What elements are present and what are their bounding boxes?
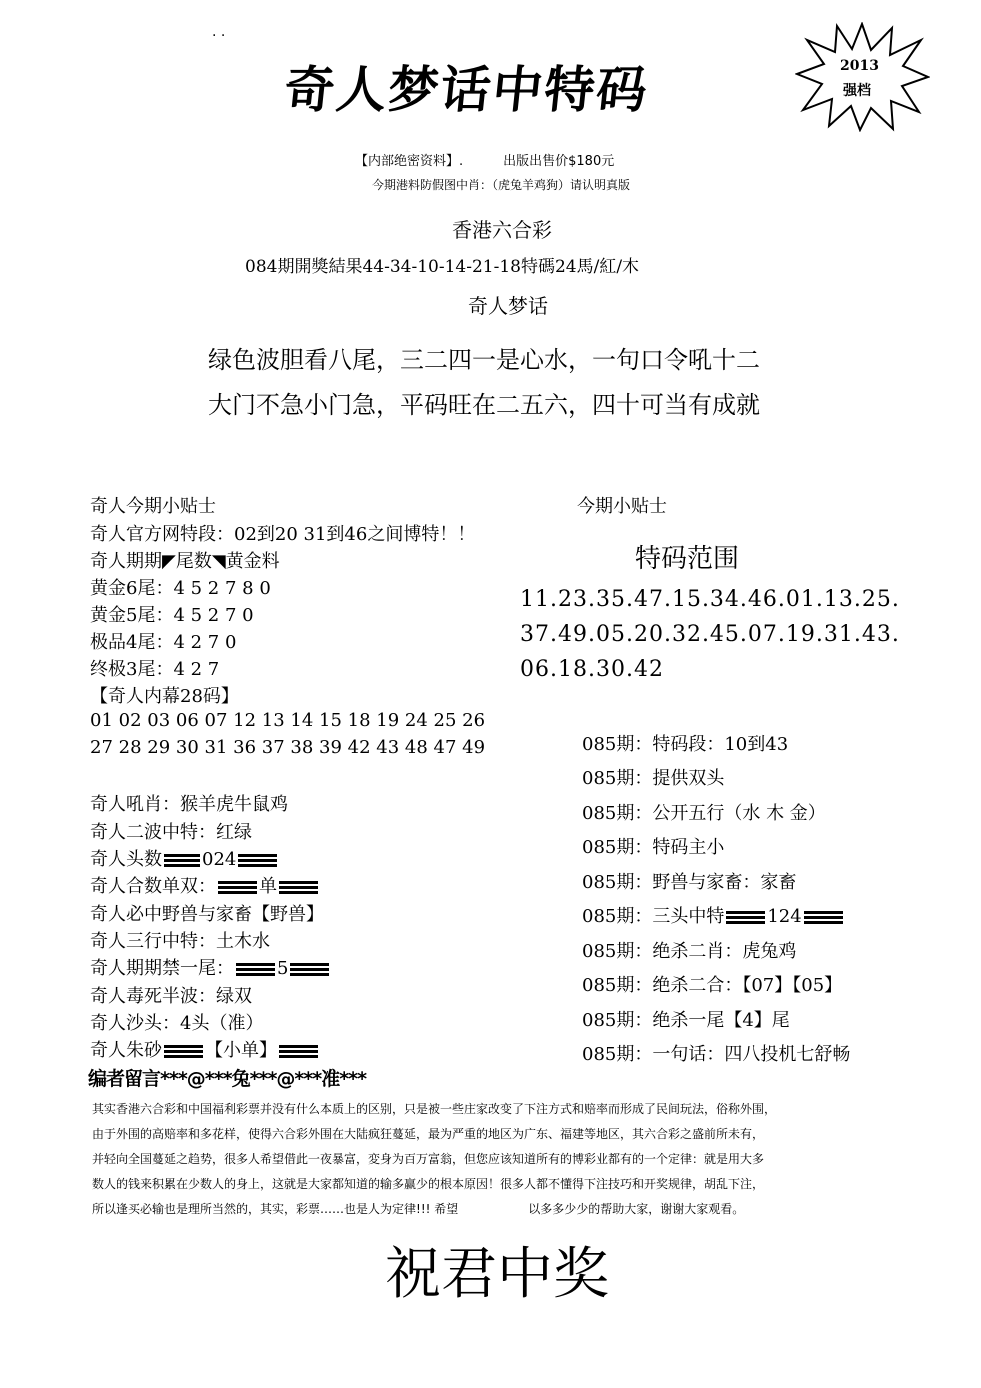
editor-message: 编者留言***@***兔***@***准*** (88, 1068, 367, 1090)
banned-tail (90, 954, 331, 980)
bars-icon (238, 854, 277, 867)
official-range: 奇人官方网特段：02到20 31到46之间博特！！ (90, 524, 476, 545)
bars-icon (726, 911, 765, 924)
cinnabar-value: 【小单】 (205, 1040, 277, 1061)
confidential-note: 【内部绝密资料】. (355, 154, 464, 169)
paragraph-line-4: 数人的钱来积累在少数人的身上，这就是大家都知道的输多赢少的根本原因！很多人都不懂得下注技巧和开奖规律，胡乱下注， (92, 1177, 765, 1191)
prediction-6 (582, 902, 845, 928)
combo-label: 奇人合数单双： (90, 876, 216, 897)
poison-wave: 奇人毒死半波：绿双 (90, 986, 252, 1007)
anti-fake-note: 今期港料防假图中肖：（虎兔羊鸡狗）请认明真版 (372, 178, 631, 192)
bars-icon (236, 963, 275, 976)
head-number-label: 奇人头数 (90, 849, 162, 870)
top-dots: · · (212, 28, 226, 44)
prediction-7: 085期：绝杀二肖：虎兔鸡 (582, 941, 797, 962)
bars-icon (290, 963, 329, 976)
beast-pick: 奇人必中野兽与家畜【野兽】 (90, 904, 324, 925)
top-4-tails: 极品4尾：4 2 7 0 (90, 632, 237, 653)
price-note (355, 150, 614, 169)
special-range-row-3: 06.18.30.42 (520, 657, 664, 682)
two-wave: 奇人二波中特：红绿 (90, 822, 252, 843)
special-range-row-2: 37.49.05.20.32.45.07.19.31.43. (520, 622, 900, 647)
lottery-name: 香港六合彩 (452, 218, 552, 242)
paragraph-line-1: 其实香港六合彩和中国福利彩票并没有什么本质上的区别，只是被一些庄家改变了下注方式和赔率而形成了民间玩法，俗称外围， (92, 1102, 777, 1116)
disclaimer-paragraph (92, 1097, 922, 1222)
bars-icon (218, 881, 257, 894)
sand-head: 奇人沙头：4头（准） (90, 1013, 264, 1034)
special-range-title: 特码范围 (635, 544, 740, 574)
prediction-2: 085期：提供双头 (582, 768, 725, 789)
head-number-value: 024 (202, 849, 237, 870)
combo-value: 单 (259, 876, 277, 897)
gold-5-tails: 黄金5尾：4 5 2 7 0 (90, 605, 254, 626)
banned-tail-label: 奇人期期禁一尾： (90, 958, 234, 979)
paragraph-line-5b: 以多多少少的帮助大家，谢谢大家观看。 (528, 1202, 745, 1216)
right-heading: 今期小贴士 (577, 496, 667, 517)
prediction-1: 085期：特码段：10到43 (582, 734, 789, 755)
inner-28-row-2: 27 28 29 30 31 36 37 38 39 42 43 48 47 49 (90, 737, 486, 758)
bars-icon (279, 881, 318, 894)
bars-icon (804, 911, 843, 924)
banned-tail-value: 5 (277, 958, 289, 979)
paragraph-line-5a: 所以逢买必输也是理所当然的，其实，彩票……也是人为定律!!! 希望 (92, 1202, 459, 1216)
starburst-badge-icon (795, 22, 930, 132)
prediction-6-value: 124 (767, 906, 802, 927)
left-heading: 奇人今期小贴士 (90, 496, 216, 517)
poem-title: 奇人梦话 (468, 294, 548, 318)
bars-icon (279, 1045, 318, 1058)
paragraph-line-2: 由于外围的高赔率和多花样，使得六合彩外围在大陆疯狂蔓延，最为严重的地区为广东、福建等地区，其六合彩之盛前所未有， (92, 1127, 765, 1141)
roar-zodiac: 奇人吼肖：猴羊虎牛鼠鸡 (90, 794, 288, 815)
good-luck-wish: 祝君中奖 (385, 1242, 609, 1307)
poem-line-2: 大门不急小门急，平码旺在二五六，四十可当有成就 (208, 391, 760, 419)
draw-result: 084期開獎結果44-34-10-14-21-18特碼24馬/紅/木 (245, 257, 640, 277)
head-number (90, 845, 279, 871)
gold-6-tails: 黄金6尾：4 5 2 7 8 0 (90, 578, 271, 599)
final-3-tails: 终极3尾：4 2 7 (90, 659, 220, 680)
inner-28-title: 【奇人内幕28码】 (90, 686, 239, 707)
sale-price: 出版出售价$180元 (503, 154, 615, 169)
cinnabar-label: 奇人朱砂 (90, 1040, 162, 1061)
prediction-8: 085期：绝杀二合：【07】【05】 (582, 975, 843, 996)
three-elements: 奇人三行中特：土木水 (90, 931, 270, 952)
poem-line-1: 绿色波胆看八尾，三二四一是心水，一句口令吼十二 (208, 346, 760, 374)
badge-tag: 强档 (843, 83, 871, 99)
prediction-4: 085期：特码主小 (582, 837, 725, 858)
prediction-10: 085期：一句话：四八投机七舒畅 (582, 1044, 851, 1065)
bars-icon (164, 854, 200, 867)
bars-icon (164, 1045, 203, 1058)
page-title: 奇人梦话中特码 (281, 61, 652, 119)
paragraph-line-3: 并轻向全国蔓延之趋势，很多人希望借此一夜暴富，変身为百万富翁，但您应该知道所有的博彩业都有的一个定律：就是用大多 (92, 1152, 765, 1166)
badge-year: 2013 (840, 58, 879, 74)
prediction-6-label: 085期：三头中特 (582, 906, 725, 927)
special-range-row-1: 11.23.35.47.15.34.46.01.13.25. (520, 587, 900, 612)
prediction-3: 085期：公开五行（水 木 金） (582, 803, 826, 824)
gold-label: 奇人期期◤尾数◥黄金料 (90, 551, 280, 572)
cinnabar (90, 1036, 320, 1062)
inner-28-row-1: 01 02 03 06 07 12 13 14 15 18 19 24 25 26 (90, 710, 486, 731)
prediction-9: 085期：绝杀一尾【4】尾 (582, 1010, 790, 1031)
prediction-5: 085期：野兽与家畜：家畜 (582, 872, 797, 893)
combo-odd-even (90, 872, 320, 898)
